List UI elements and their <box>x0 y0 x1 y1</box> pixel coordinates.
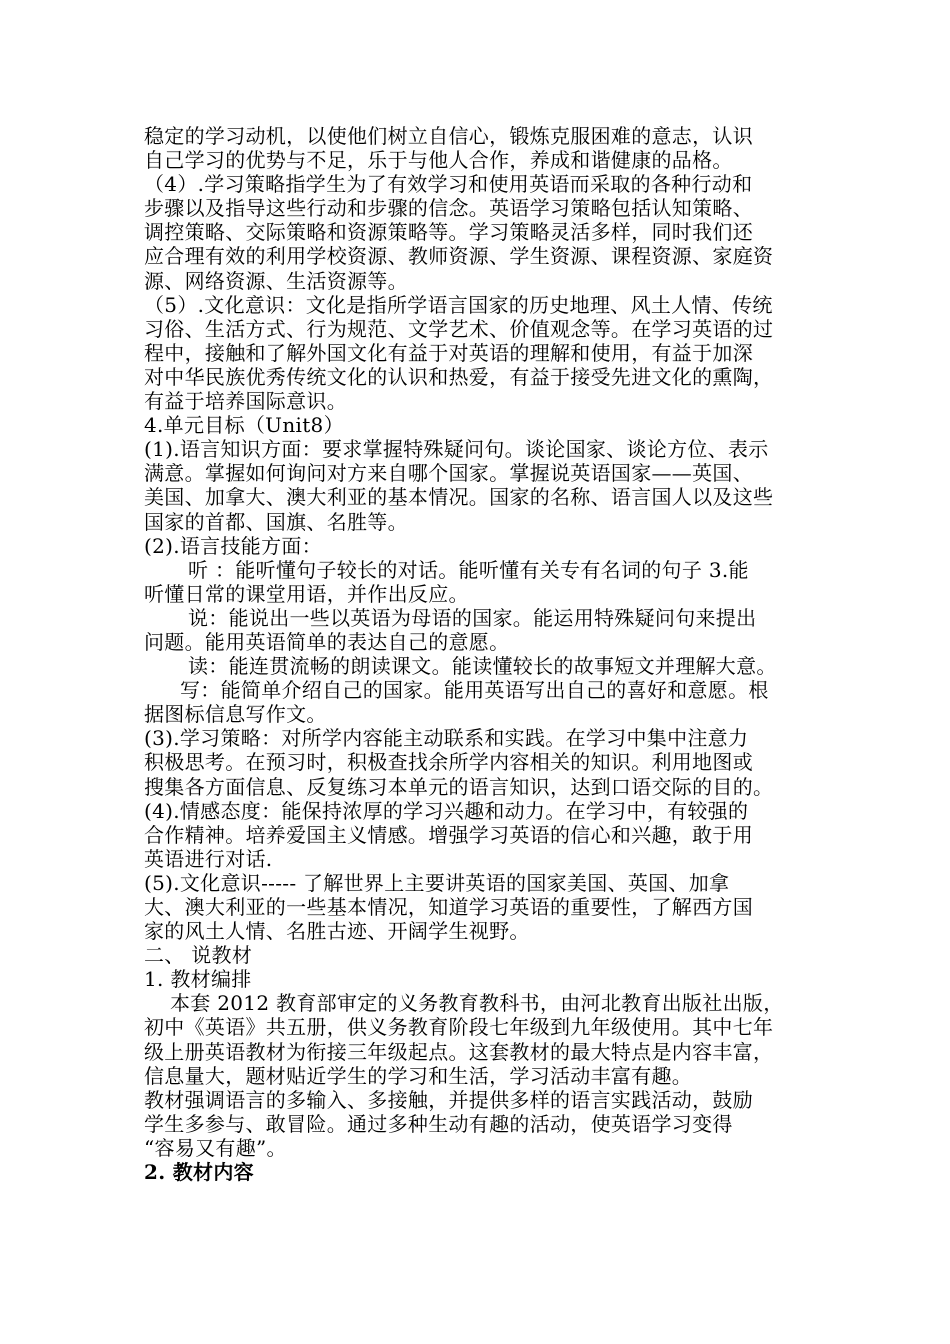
text-line: 美国、加拿大、澳大利亚的基本情况。国家的名称、语言国人以及这些 <box>144 485 774 510</box>
text-line: 习俗、生活方式、行为规范、文学艺术、价值观念等。在学习英语的过 <box>144 316 774 341</box>
text-line: (1).语言知识方面：要求掌握特殊疑问句。谈论国家、谈论方位、表示 <box>144 437 769 462</box>
text-line: 大、澳大利亚的一些基本情况，知道学习英语的重要性，了解西方国 <box>144 895 753 919</box>
text-line: 学生多参与、敢冒险。通过多种生动有趣的活动，使英语学习变得 <box>144 1111 733 1136</box>
text-line: 程中，接触和了解外国文化有益于对英语的理解和使用，有益于加深 <box>144 340 753 365</box>
text-line: 满意。掌握如何询问对方来自哪个国家。掌握说英语国家——英国、 <box>144 461 753 486</box>
text-line: 初中《英语》共五册，供义务教育阶段七年级到九年级使用。其中七年 <box>144 1015 774 1040</box>
text-line: 信息量大，题材贴近学生的学习和生活，学习活动丰富有趣。 <box>144 1063 693 1088</box>
text-line: 写：能简单介绍自己的国家。能用英语写出自己的喜好和意愿。根 <box>180 678 769 703</box>
text-line: 搜集各方面信息、反复练习本单元的语言知识，达到口语交际的目的。 <box>144 774 774 799</box>
text-line: (5).文化意识----- 了解世界上主要讲英语的国家美国、英国、加拿 <box>144 870 730 895</box>
subsection-heading: 1. 教材编排 <box>144 967 252 992</box>
text-line: 教材强调语言的多输入、多接触，并提供多样的语言实践活动，鼓励 <box>144 1087 753 1112</box>
text-line: 源、网络资源、生活资源等。 <box>144 268 408 293</box>
text-line: 读：能连贯流畅的朗读课文。能读懂较长的故事短文并理解大意。 <box>188 654 777 679</box>
text-line: 稳定的学习动机，以使他们树立自信心，锻炼克服困难的意志，认识 <box>144 124 753 148</box>
text-line: (3).学习策略：对所学内容能主动联系和实践。在学习中集中注意力 <box>144 726 749 751</box>
document-body <box>144 124 824 1184</box>
text-line: 听懂日常的课堂用语，并作出反应。 <box>144 581 469 606</box>
text-line: 本套 2012 教育部审定的义务教育教科书，由河北教育出版社出版， <box>170 991 784 1016</box>
text-line: 问题。能用英语简单的表达自己的意愿。 <box>144 629 510 654</box>
text-line: “容易又有趣”。 <box>144 1135 287 1160</box>
text-line: 国家的首都、国旗、名胜等。 <box>144 509 408 534</box>
text-line: 级上册英语教材为衔接三年级起点。这套教材的最大特点是内容丰富， <box>144 1039 774 1064</box>
text-line: 对中华民族优秀传统文化的认识和热爱，有益于接受先进文化的熏陶， <box>144 364 774 389</box>
text-line: 家的风土人情、名胜古迹、开阔学生视野。 <box>144 919 530 944</box>
text-line: (2).语言技能方面： <box>144 533 322 558</box>
text-line: 合作精神。培养爱国主义情感。增强学习英语的信心和兴趣，敢于用 <box>144 822 753 847</box>
text-line: 积极思考。在预习时，积极查找余所学内容相关的知识。利用地图或 <box>144 750 753 775</box>
text-line: 据图标信息写作文。 <box>144 702 327 727</box>
text-line: (4).情感态度：能保持浓厚的学习兴趣和动力。在学习中，有较强的 <box>144 798 749 823</box>
text-line: 步骤以及指导这些行动和步骤的信念。英语学习策略包括认知策略、 <box>144 196 753 221</box>
text-line: 说：能说出一些以英语为母语的国家。能运用特殊疑问句来提出 <box>188 605 757 630</box>
subsection-heading: 2. 教材内容 <box>144 1160 254 1185</box>
text-line: 自己学习的优势与不足，乐于与他人合作，养成和谐健康的品格。 <box>144 148 733 173</box>
text-line: 听 ：能听懂句子较长的对话。能听懂有关专有名词的句子 3.能 <box>188 557 749 582</box>
text-line: 有益于培养国际意识。 <box>144 389 347 414</box>
text-line: （5）.文化意识：文化是指所学语言国家的历史地理、风土人情、传统 <box>144 292 773 317</box>
text-line: 调控策略、交际策略和资源策略等。学习策略灵活多样，同时我们还 <box>144 220 753 245</box>
text-line: 应合理有效的利用学校资源、教师资源、学生资源、课程资源、家庭资 <box>144 244 774 269</box>
section-heading: 二、 说教材 <box>144 943 253 968</box>
section-heading: 4.单元目标（Unit8） <box>144 413 344 438</box>
text-line: 英语进行对话. <box>144 846 273 871</box>
text-line: （4）.学习策略指学生为了有效学习和使用英语而采取的各种行动和 <box>144 172 753 197</box>
